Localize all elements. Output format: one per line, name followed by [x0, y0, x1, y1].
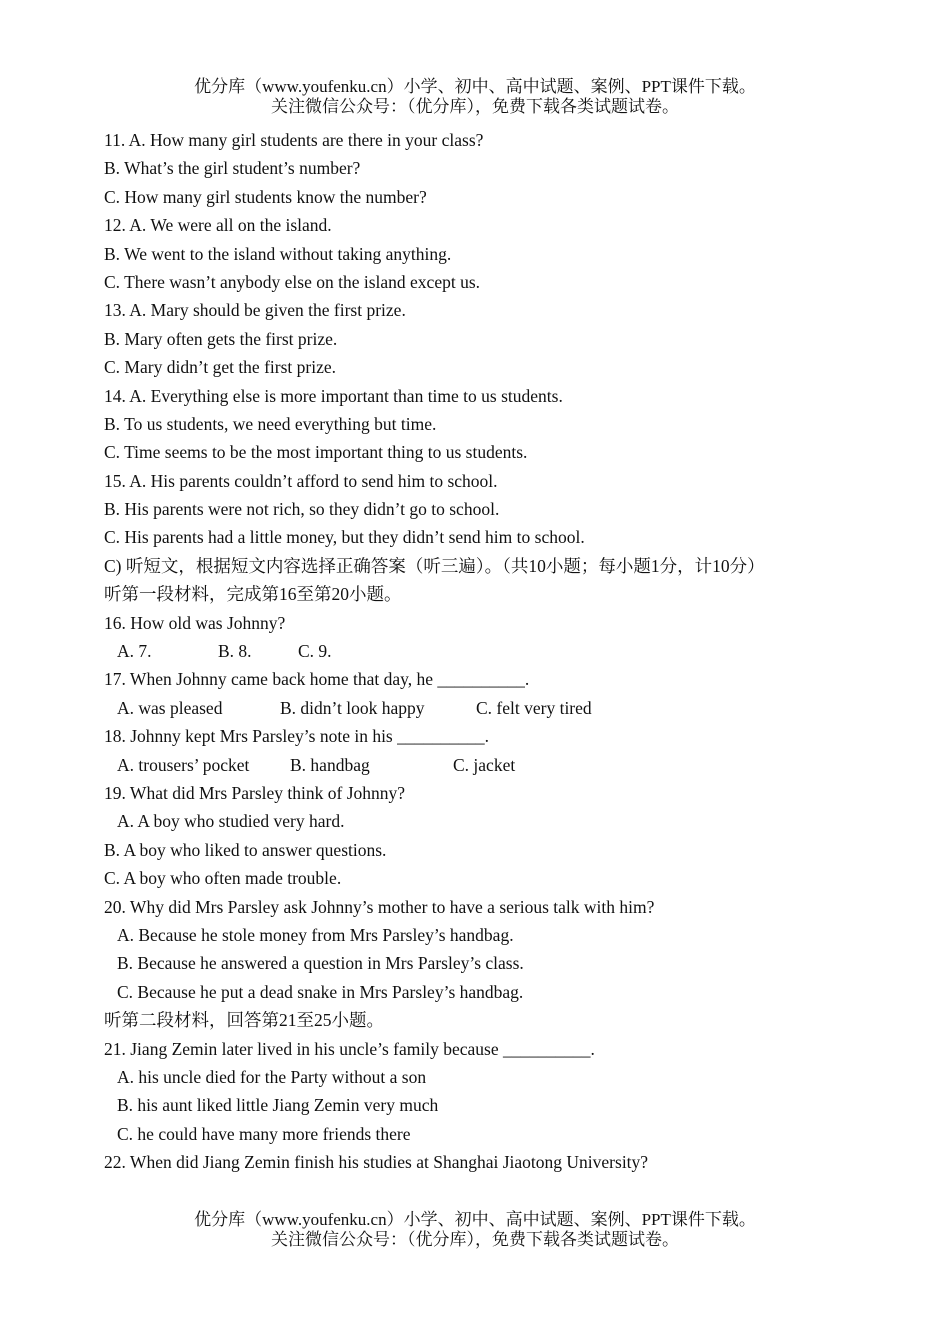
passage-1-instructions: 听第一段材料，完成第16至第20小题。	[104, 584, 402, 605]
question-14-option-b: B. To us students, we need everything but time.	[104, 413, 437, 434]
question-19-option-b: B. A boy who liked to answer questions.	[104, 839, 387, 860]
question-18: 18. Johnny kept Mrs Parsley’s note in his __________.	[104, 726, 489, 747]
footer-line-1: 优分库（www.youfenku.cn）小学、初中、高中试题、案例、PPT课件下载。	[194, 1210, 756, 1229]
section-c-instructions: C) 听短文，根据短文内容选择正确答案（听三遍）。（共10小题；每小题1分，计10分）	[104, 555, 765, 576]
page-content	[104, 126, 852, 1176]
question-13-option-a: 13. A. Mary should be given the first prize.	[104, 300, 406, 321]
question-22: 22. When did Jiang Zemin finish his studies at Shanghai Jiaotong University?	[104, 1152, 649, 1173]
question-12-option-c: C. There wasn’t anybody else on the island except us.	[104, 271, 481, 292]
question-18-option-c: C. jacket	[453, 754, 516, 775]
question-13-option-b: B. Mary often gets the first prize.	[104, 328, 338, 349]
question-11-option-b: B. What’s the girl student’s number?	[104, 158, 361, 179]
question-21-option-b: B. his aunt liked little Jiang Zemin very much	[117, 1095, 439, 1116]
question-13-option-c: C. Mary didn’t get the first prize.	[104, 357, 336, 378]
question-17-option-a: A. was pleased	[117, 697, 223, 718]
question-12-option-b: B. We went to the island without taking anything.	[104, 243, 452, 264]
question-21-option-c: C. he could have many more friends there	[117, 1123, 411, 1144]
question-16-option-a: A. 7.	[117, 641, 152, 662]
question-18-options	[104, 751, 852, 779]
header-line-1: 优分库（www.youfenku.cn）小学、初中、高中试题、案例、PPT课件下载。	[194, 77, 756, 96]
question-18-option-a: A. trousers’ pocket	[117, 754, 250, 775]
question-14-option-a: 14. A. Everything else is more important than time to us students.	[104, 385, 563, 406]
question-16-option-c: C. 9.	[298, 641, 332, 662]
page-header	[0, 77, 950, 117]
question-16: 16. How old was Johnny?	[104, 612, 286, 633]
question-11-option-c: C. How many girl students know the number?	[104, 186, 427, 207]
question-21: 21. Jiang Zemin later lived in his uncle’s family because __________.	[104, 1038, 595, 1059]
question-16-options	[104, 637, 852, 665]
question-19-option-a: A. A boy who studied very hard.	[117, 811, 345, 832]
question-14-option-c: C. Time seems to be the most important thing to us students.	[104, 442, 528, 463]
question-21-option-a: A. his uncle died for the Party without a son	[117, 1066, 427, 1087]
question-20-option-c: C. Because he put a dead snake in Mrs Parsley’s handbag.	[117, 981, 524, 1002]
question-17-option-b: B. didn’t look happy	[280, 697, 425, 718]
question-11-option-a: 11. A. How many girl students are there in your class?	[104, 130, 484, 150]
question-19: 19. What did Mrs Parsley think of Johnny?	[104, 783, 406, 803]
question-17: 17. When Johnny came back home that day, he __________.	[104, 669, 530, 690]
question-15-option-b: B. His parents were not rich, so they didn’t go to school.	[104, 499, 500, 520]
question-16-option-b: B. 8.	[218, 641, 252, 662]
question-15-option-c: C. His parents had a little money, but they didn’t send him to school.	[104, 527, 585, 548]
question-20-option-b: B. Because he answered a question in Mrs Parsley’s class.	[117, 953, 524, 974]
question-20: 20. Why did Mrs Parsley ask Johnny’s mother to have a serious talk with him?	[104, 896, 655, 917]
question-20-option-a: A. Because he stole money from Mrs Parsley’s handbag.	[117, 924, 514, 945]
passage-2-instructions: 听第二段材料，回答第21至25小题。	[104, 1010, 384, 1031]
question-19-option-c: C. A boy who often made trouble.	[104, 868, 342, 889]
page-footer	[0, 1210, 950, 1250]
footer-line-2: 关注微信公众号：（优分库），免费下载各类试题试卷。	[271, 1230, 679, 1249]
question-12-option-a: 12. A. We were all on the island.	[104, 215, 332, 236]
question-18-option-b: B. handbag	[290, 754, 370, 775]
question-17-options	[104, 694, 852, 722]
question-15-option-a: 15. A. His parents couldn’t afford to send him to school.	[104, 470, 498, 491]
question-17-option-c: C. felt very tired	[476, 697, 592, 718]
header-line-2: 关注微信公众号：（优分库），免费下载各类试题试卷。	[271, 97, 679, 116]
